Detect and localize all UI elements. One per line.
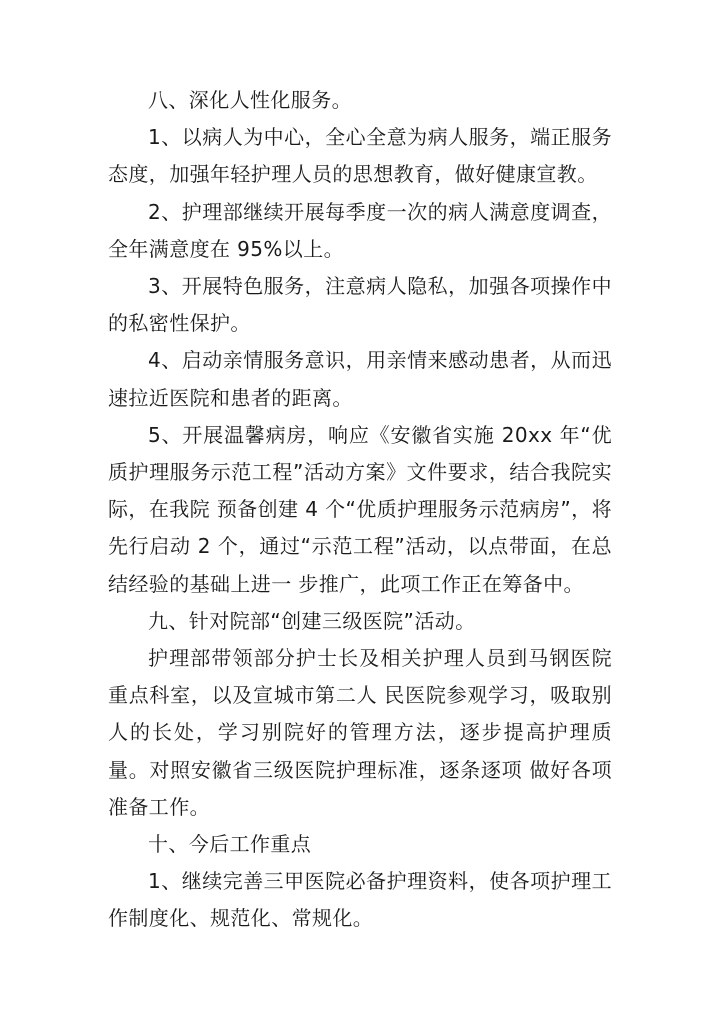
- paragraph-item-5: 5、开展温馨病房，响应《安徽省实施 20xx 年“优质护理服务示范工程”活动方案》文件要求，结合我院实际，在我院 预备创建 4 个“优质护理服务示范病房”，将先行启动 2 个，通过“示范工程”活动，以点带面，在总结经验的基础上进一 步推广，此项工作正在筹备中。: [108, 422, 612, 596]
- section-heading-8: 八、深化人性化服务。: [148, 88, 352, 112]
- section-heading-9: 九、针对院部“创建三级医院”活动。: [148, 608, 476, 633]
- paragraph-item-1: 1、以病人为中心，全心全意为病人服务，端正服务态度，加强年轻护理人员的思想教育，做好健康宣教。: [108, 125, 612, 187]
- paragraph-item-2: 2、护理部继续开展每季度一次的病人满意度调查，全年满意度在 95%以上。: [108, 199, 612, 261]
- paragraph-item-1-future: 1、继续完善三甲医院必备护理资料，使各项护理工作制度化、规范化、常规化。: [108, 869, 612, 931]
- section-heading-10: 十、今后工作重点: [148, 832, 312, 857]
- paragraph-item-4: 4、启动亲情服务意识，用亲情来感动患者，从而迅速拉近医院和患者的距离。: [108, 348, 612, 410]
- paragraph-body: 护理部带领部分护士长及相关护理人员到马钢医院重点科室，以及宣城市第二人 民医院参观学习，吸取别人的长处，学习别院好的管理方法，逐步提高护理质量。对照安徽省三级医院护理标准，逐条逐项 做好各项准备工作。: [108, 646, 612, 819]
- paragraph-item-3: 3、开展特色服务，注意病人隐私，加强各项操作中的私密性保护。: [108, 274, 612, 336]
- document-body: [108, 82, 612, 938]
